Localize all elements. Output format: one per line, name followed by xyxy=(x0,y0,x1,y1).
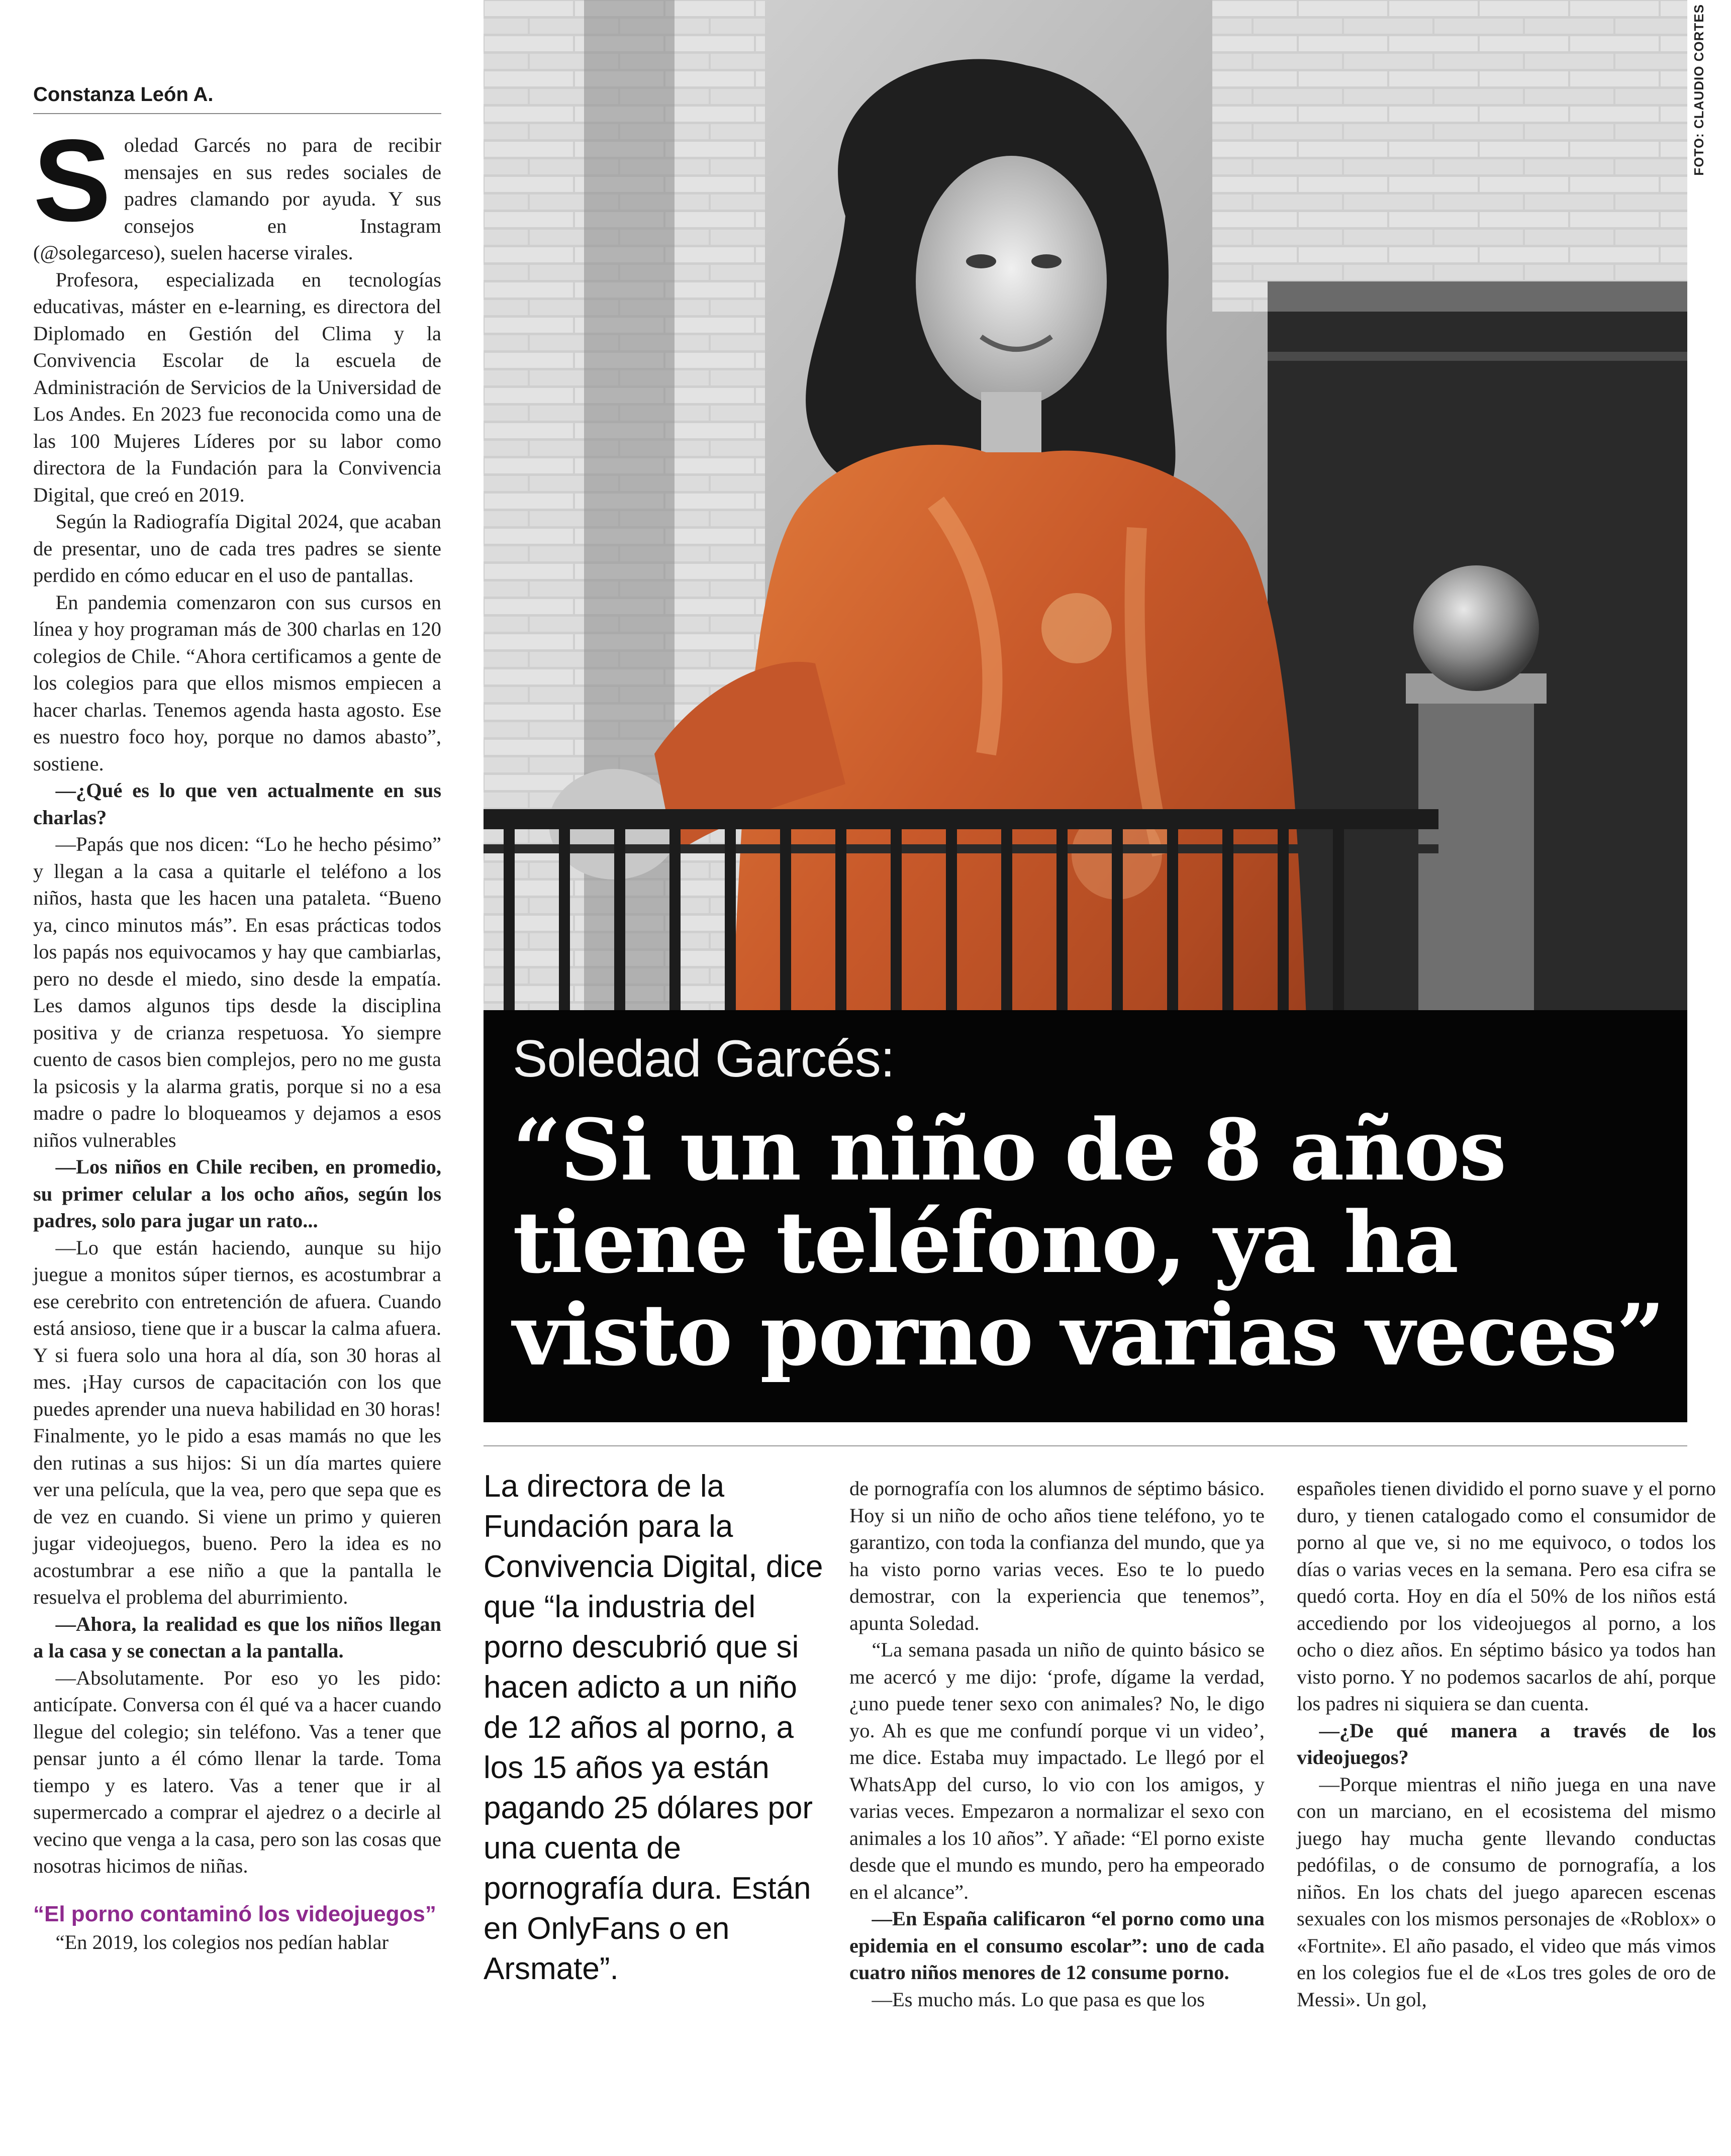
interview-answer: —Es mucho más. Lo que pasa es que los xyxy=(872,1988,1205,2011)
paragraph: En pandemia comenzaron con sus cursos en línea y hoy programan más de 300 charlas en 120 colegios de Chile. “Ahora certificamos a gente de los colegios para que ellos mismos empiecen a hacer charlas. Tenemos agenda hasta agosto. Ese es nuestro foco hoy, porque no damos abasto”, sostiene. xyxy=(33,591,441,775)
article-column-3 xyxy=(849,1475,1265,2013)
deck-summary: La directora de la Fundación para la Convivencia Digital, dice que “la industria del porno descubrió que si hacen adicto a un niño de 12 años al porno, a los 15 años ya están pagando 25 dólares por una cuenta de pornografía dura. Están en OnlyFans o en Arsmate”. xyxy=(484,1469,823,1986)
interview-question: —En España calificaron “el porno como una epidemia en el consumo escolar”: uno de cada cuatro niños menores de 12 consume porno. xyxy=(849,1907,1265,1984)
paragraph: “En 2019, los colegios nos pedían hablar xyxy=(55,1930,389,1953)
paragraph: Profesora, especializada en tecnologías educativas, máster en e-learning, es directora del Diplomado en Gestión del Clima y la Convivencia Escolar de la escuela de Administración de Servicios de la Universidad de Los Andes. En 2023 fue reconocida como una de las 100 Mujeres Líderes por su labor como directora de la Fundación para la Convivencia Digital, que creó en 2019. xyxy=(33,268,441,506)
headline-kicker: Soledad Garcés: xyxy=(513,1030,895,1088)
interview-question: —Los niños en Chile reciben, en promedio, su primer celular a los ocho años, según los padres, solo para jugar un rato... xyxy=(33,1155,441,1232)
paragraph: de pornografía con los alumnos de séptimo básico. Hoy si un niño de ocho años tiene teléfono, yo te garantizo, con toda la confianza del mundo, que ya ha visto porno varias veces. Eso te lo puedo demostrar, con la experiencia que tenemos”, apunta Soledad. xyxy=(849,1477,1265,1634)
drop-cap: S xyxy=(33,116,111,246)
paragraph: españoles tienen dividido el porno suave y el porno duro, y tienen catalogado como el consumidor de porno al que ve, si no me equivoco, o todos los días o varias veces en la semana. Pero esa cifra se quedó corta. Hoy en día el 50% de los niños está accediendo por los videojuegos al porno, a los ocho o diez años. En séptimo básico ya todos han visto porno. Y no podemos sacarlos de ahí, porque los padres ni siquiera se dan cuenta. xyxy=(1297,1477,1716,1715)
divider xyxy=(484,1445,1687,1446)
article-column-1 xyxy=(33,116,441,1955)
headline: “Si un niño de 8 años tiene teléfono, ya ha visto porno varias veces” xyxy=(513,1100,1664,1385)
interview-question: —¿Qué es lo que ven actualmente en sus charlas? xyxy=(33,779,441,829)
interview-answer: —Lo que están haciendo, aunque su hijo juegue a monitos súper tiernos, es acostumbrar a ese cerebrito con entretención de afuera. Cuando está ansioso, tiene que ir a buscar la calma afuera. Y si fuera solo una hora al día, son 30 horas al mes. ¡Hay cursos de capacitación con los que puedes aprender una nueva habilidad en 30 horas! Finalmente, yo le pido a esas mamás no que les den rutinas a sus hijos: Si un día martes quiere ver una película, que la vea, pero que sepa que es de vez en cuando. Si viene un primo y quieren jugar videojuegos, bueno. Pero la idea es no acostumbrar a ese niño a que la pantalla le resuelva el problema del aburrimiento. xyxy=(33,1236,441,1608)
interview-question: —Ahora, la realidad es que los niños llegan a la casa y se conectan a la pantalla. xyxy=(33,1612,441,1662)
paragraph: Según la Radiografía Digital 2024, que acaban de presentar, uno de cada tres padres se siente perdido en cómo educar en el uso de pantallas. xyxy=(33,510,441,586)
lead-paragraph-text: oledad Garcés no para de recibir mensajes en sus redes sociales de padres clamando por ayuda. Y sus consejos en Instagram (@solegarceso), suelen hacerse virales. xyxy=(33,134,441,264)
interview-answer: —Porque mientras el niño juega en una nave con un marciano, en el ecosistema del mismo juego hay mucha gente llevando conductas pedófilas, o de consumo de pornografía, a los niños. En los chats del juego aparecen escenas sexuales con los mismos personajes de «Roblox» o «Fortnite». El año pasado, el video que más vimos en los colegios fue el de «Los tres goles de oro de Messi». Un gol, xyxy=(1297,1773,1716,2011)
interview-answer: —Absolutamente. Por eso yo les pido: anticípate. Conversa con él qué va a hacer cuando llegue del colegio; sin teléfono. Vas a tener que pensar junto a él cómo llenar la tarde. Toma tiempo y es latero. Vas a tener que ir al supermercado a comprar el ajedrez o a decirle al vecino que venga a la casa, pero son las cosas que nosotras hicimos de niñas. xyxy=(33,1666,441,1877)
photo-credit: FOTO: CLAUDIO CORTES xyxy=(1691,4,1706,176)
interview-question: —¿De qué manera a través de los videojuegos? xyxy=(1297,1719,1716,1769)
paragraph: “La semana pasada un niño de quinto básico se me acercó y me dijo: ‘profe, dígame la verdad, ¿uno puede tener sexo con animales? No, le digo yo. Ah es que me confundí porque vi un video’, me dice. Estaba muy impactado. Le llegó por el WhatsApp del curso, lo vio con los amigos, y varias veces. Empezaron a normalizar el sexo con animales a los 10 años”. Y añade: “El porno existe desde que el mundo es mundo, pero ha empeorado en el alcance”. xyxy=(849,1638,1265,1903)
interview-answer: —Papás que nos dicen: “Lo he hecho pésimo” y llegan a la casa a quitarle el teléfono a los niños, hasta que les hacen una pataleta. “Bueno ya, cinco minutos más”. En esas prácticas todos los papás nos equivocamos y hay que cambiarlas, pero no desde el miedo, sino desde la empatía. Les damos algunos tips desde la disciplina positiva y de crianza respetuosa. Yo siempre cuento de casos bien complejos, pero no me gusta la psicosis y la alarma gratis, porque si no a esa madre o padre lo bloqueamos y dejamos a esos niños vulnerables xyxy=(33,833,441,1151)
article-column-4 xyxy=(1297,1475,1716,2013)
byline: Constanza León A. xyxy=(33,83,441,114)
section-subhead: “El porno contaminó los videojuegos” xyxy=(33,1901,436,1926)
lead-paragraph xyxy=(33,116,441,266)
